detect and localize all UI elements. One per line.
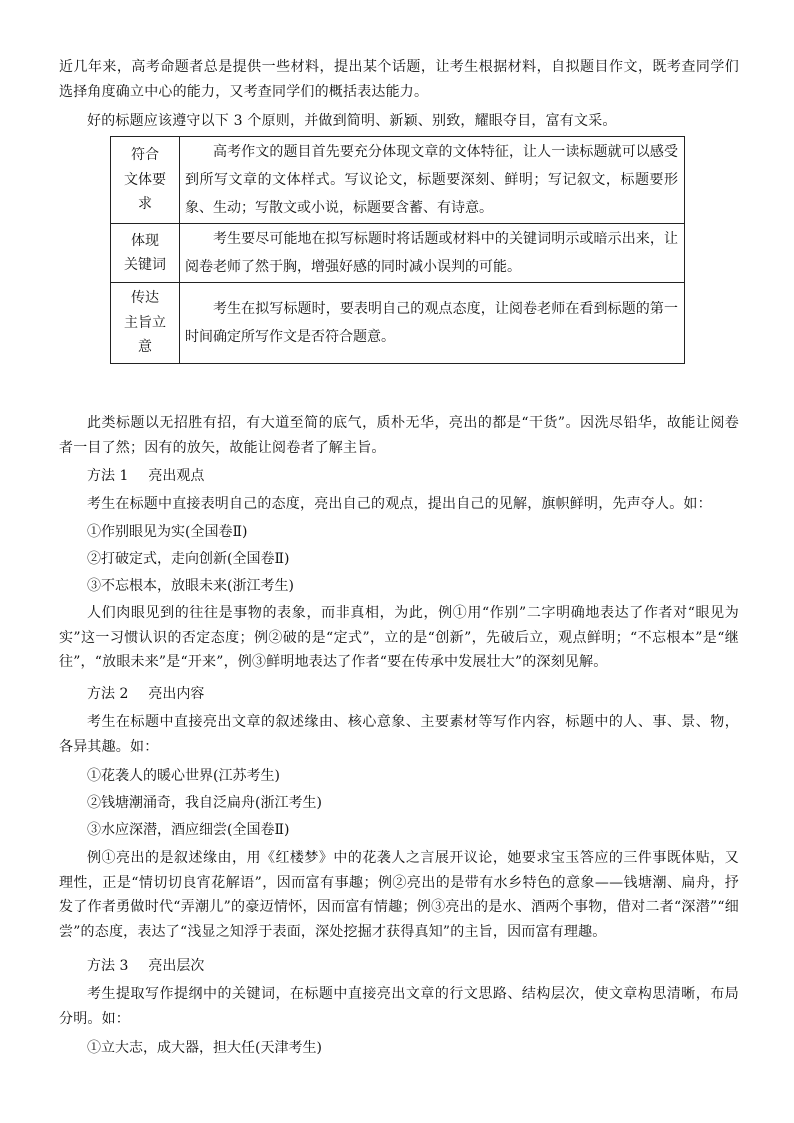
method-heading: 方法 3 亮出层次 — [87, 958, 205, 974]
principles-table — [110, 136, 685, 364]
method-description: 考生提取写作提纲中的关键词，在标题中直接亮出文章的行文思路、结构层次，使文章构思清晰，布局分明。如： — [59, 986, 739, 1027]
example-analysis: 例①亮出的是叙述缘由，用《红楼梦》中的花袭人之言展开议论，她要求宝玉答应的三件事既体贴，又理性，正是“情切切良宵花解语”，因而富有事趣；例②亮出的是带有水乡特色的意象——钱塘潮、扁舟，抒发了作者勇做时代“弄潮儿”的豪迈情怀，因而富有情趣；例③亮出的是水、酒两个事物，借对二者“深潜”“细尝”的态度，表达了“浅显之知浮于表面，深处挖掘才获得真知”的主旨，因而富有理趣。 — [59, 850, 739, 940]
example-analysis: 人们肉眼见到的往往是事物的表象，而非真相，为此，例①用“作别”二字明确地表达了作者对“眼见为实”这一习惯认识的否定态度；例②破的是“定式”，立的是“创新”，先破后立，观点鲜明；“不忘根本”是“继往”，“放眼未来”是“开来”，例③鲜明地表达了作者“要在传承中发展壮大”的深刻见解。 — [59, 605, 739, 670]
row-header: 体现 关键词 — [111, 224, 180, 283]
method-heading: 方法 1 亮出观点 — [87, 468, 205, 484]
row-content: 考生要尽可能地在拟写标题时将话题或材料中的关键词明示或暗示出来，让阅卷老师了然于胸，增强好感的同时减小误判的可能。 — [180, 224, 685, 283]
method-heading: 方法 2 亮出内容 — [87, 686, 205, 702]
method-description: 考生在标题中直接表明自己的态度，亮出自己的观点，提出自己的见解，旗帜鲜明，先声夺人。如： — [87, 496, 712, 512]
example-item: ③水应深潜，酒应细尝(全国卷Ⅱ) — [87, 822, 290, 838]
example-item: ①作别眼见为实(全国卷Ⅱ) — [87, 524, 248, 540]
row-content: 高考作文的题目首先要充分体现文章的文体特征，让人一读标题就可以感受到所写文章的文体样式。写议论文，标题要深刻、鲜明；写记叙文，标题要形象、生动；写散文或小说，标题要含蓄、有诗意。 — [180, 137, 685, 224]
body-paragraph: 此类标题以无招胜有招，有大道至简的底气，质朴无华，亮出的都是“干货”。因洗尽铅华，故能让阅卷者一目了然；因有的放矢，故能让阅卷者了解主旨。 — [59, 415, 739, 456]
example-item: ②打破定式，走向创新(全国卷Ⅱ) — [87, 551, 290, 567]
table-row — [111, 283, 685, 364]
example-item: ③不忘根本，放眼未来(浙江考生) — [87, 578, 294, 594]
row-header: 符合 文体要 求 — [111, 137, 180, 224]
intro-paragraph: 近几年来，高考命题者总是提供一些材料，提出某个话题，让考生根据材料，自拟题目作文，既考查同学们选择角度确立中心的能力，又考查同学们的概括表达能力。 — [59, 59, 739, 100]
example-item: ①花袭人的暖心世界(江苏考生) — [87, 768, 280, 784]
table-row — [111, 137, 685, 224]
table-row — [111, 224, 685, 283]
principles-intro: 好的标题应该遵守以下 3 个原则，并做到简明、新颖、别致，耀眼夺目，富有文采。 — [87, 113, 617, 129]
example-item: ①立大志，成大器，担大任(天津考生) — [87, 1040, 322, 1056]
method-description: 考生在标题中直接亮出文章的叙述缘由、核心意象、主要素材等写作内容，标题中的人、事、景、物，各异其趣。如： — [59, 714, 739, 755]
row-header: 传达 主旨立 意 — [111, 283, 180, 364]
row-content: 考生在拟写标题时，要表明自己的观点态度，让阅卷老师在看到标题的第一时间确定所写作文是否符合题意。 — [180, 283, 685, 364]
example-item: ②钱塘潮涌奇，我自泛扁舟(浙江考生) — [87, 795, 322, 811]
